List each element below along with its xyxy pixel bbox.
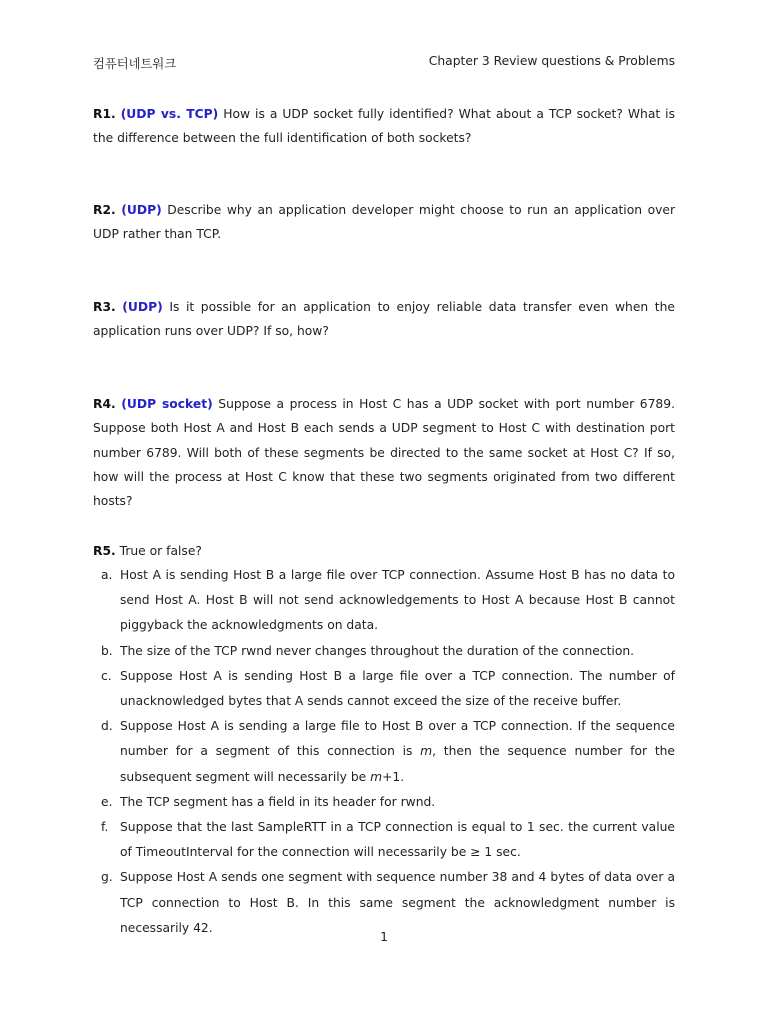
list-item <box>93 639 675 664</box>
question-text: Describe why an application developer might choose to run an application over UDP rather than TCP. <box>93 203 675 242</box>
item-text-end: +1. <box>382 769 405 784</box>
question-text: How is a UDP socket fully identified? What about a TCP socket? What is the difference between the full identification of both sockets? <box>93 107 675 146</box>
question-r4 <box>93 392 675 513</box>
question-text: Suppose a process in Host C has a UDP socket with port number 6789. Suppose both Host A and Host B each sends a UDP segment to Host C with destination port number 6789. Will both of these segments be directed to the same socket at Host C? If so, how will the process at Host C know that these two segments originated from two different hosts? <box>93 397 675 509</box>
item-text: The size of the TCP rwnd never changes throughout the duration of the connection. <box>120 643 635 658</box>
item-letter: a. <box>101 568 113 582</box>
item-text: Suppose Host A sends one segment with sequence number 38 and 4 bytes of data over a TCP connection to Host B. In this same segment the acknowledgment number is necessarily 42. <box>120 870 675 935</box>
list-item <box>93 563 675 639</box>
item-text-continued: , then the sequence number for the subsequent segment will necessarily be <box>120 744 675 784</box>
page-header <box>93 54 675 72</box>
item-text: Suppose Host A is sending Host B a large file over a TCP connection. The number of unacknowledged bytes that A sends cannot exceed the size of the receive buffer. <box>120 668 675 709</box>
question-number: R4. <box>93 397 116 411</box>
question-r5 <box>93 539 675 941</box>
page-number: 1 <box>380 930 388 944</box>
question-topic-tag: (UDP vs. TCP) <box>120 107 219 121</box>
course-title: 컴퓨터네트워크 <box>93 57 177 71</box>
question-topic-tag: (UDP) <box>122 300 163 314</box>
question-r1 <box>93 102 675 151</box>
question-text: True or false? <box>119 544 202 558</box>
list-item <box>93 790 675 815</box>
question-number: R5. <box>93 544 116 558</box>
question-number: R2. <box>93 203 116 217</box>
question-topic-tag: (UDP socket) <box>121 397 213 411</box>
question-r2 <box>93 198 675 247</box>
document-page <box>93 0 675 1024</box>
question-r3 <box>93 295 675 344</box>
item-text: Suppose Host A is sending a large file to Host B over a TCP connection. If the sequence number for a segment of this connection is <box>120 719 675 759</box>
variable-m: m <box>420 744 433 759</box>
item-letter: d. <box>101 719 113 734</box>
item-letter: c. <box>101 668 112 683</box>
true-false-list <box>93 563 675 941</box>
item-letter: b. <box>101 643 113 658</box>
list-item <box>93 664 675 714</box>
chapter-title: Chapter 3 Review questions & Problems <box>428 54 675 68</box>
item-letter: f. <box>101 820 109 835</box>
list-item <box>93 815 675 865</box>
list-item <box>93 714 675 790</box>
item-text: Host A is sending Host B a large file over TCP connection. Assume Host B has no data to send Host A. Host B will not send acknowledgements to Host A because Host B cannot piggyback the acknowledgments on data. <box>120 568 675 633</box>
item-text: Suppose that the last SampleRTT in a TCP connection is equal to 1 sec. the current value of TimeoutInterval for the connection will necessarily be ≥ 1 sec. <box>120 820 675 860</box>
variable-m: m <box>370 769 383 784</box>
question-text: Is it possible for an application to enjoy reliable data transfer even when the application runs over UDP? If so, how? <box>93 300 675 339</box>
question-topic-tag: (UDP) <box>121 203 162 217</box>
question-number: R1. <box>93 107 116 121</box>
item-letter: e. <box>101 794 113 809</box>
question-r5-heading <box>93 539 675 563</box>
item-letter: g. <box>101 870 113 885</box>
question-number: R3. <box>93 300 116 314</box>
item-text: The TCP segment has a field in its header for rwnd. <box>120 794 436 809</box>
